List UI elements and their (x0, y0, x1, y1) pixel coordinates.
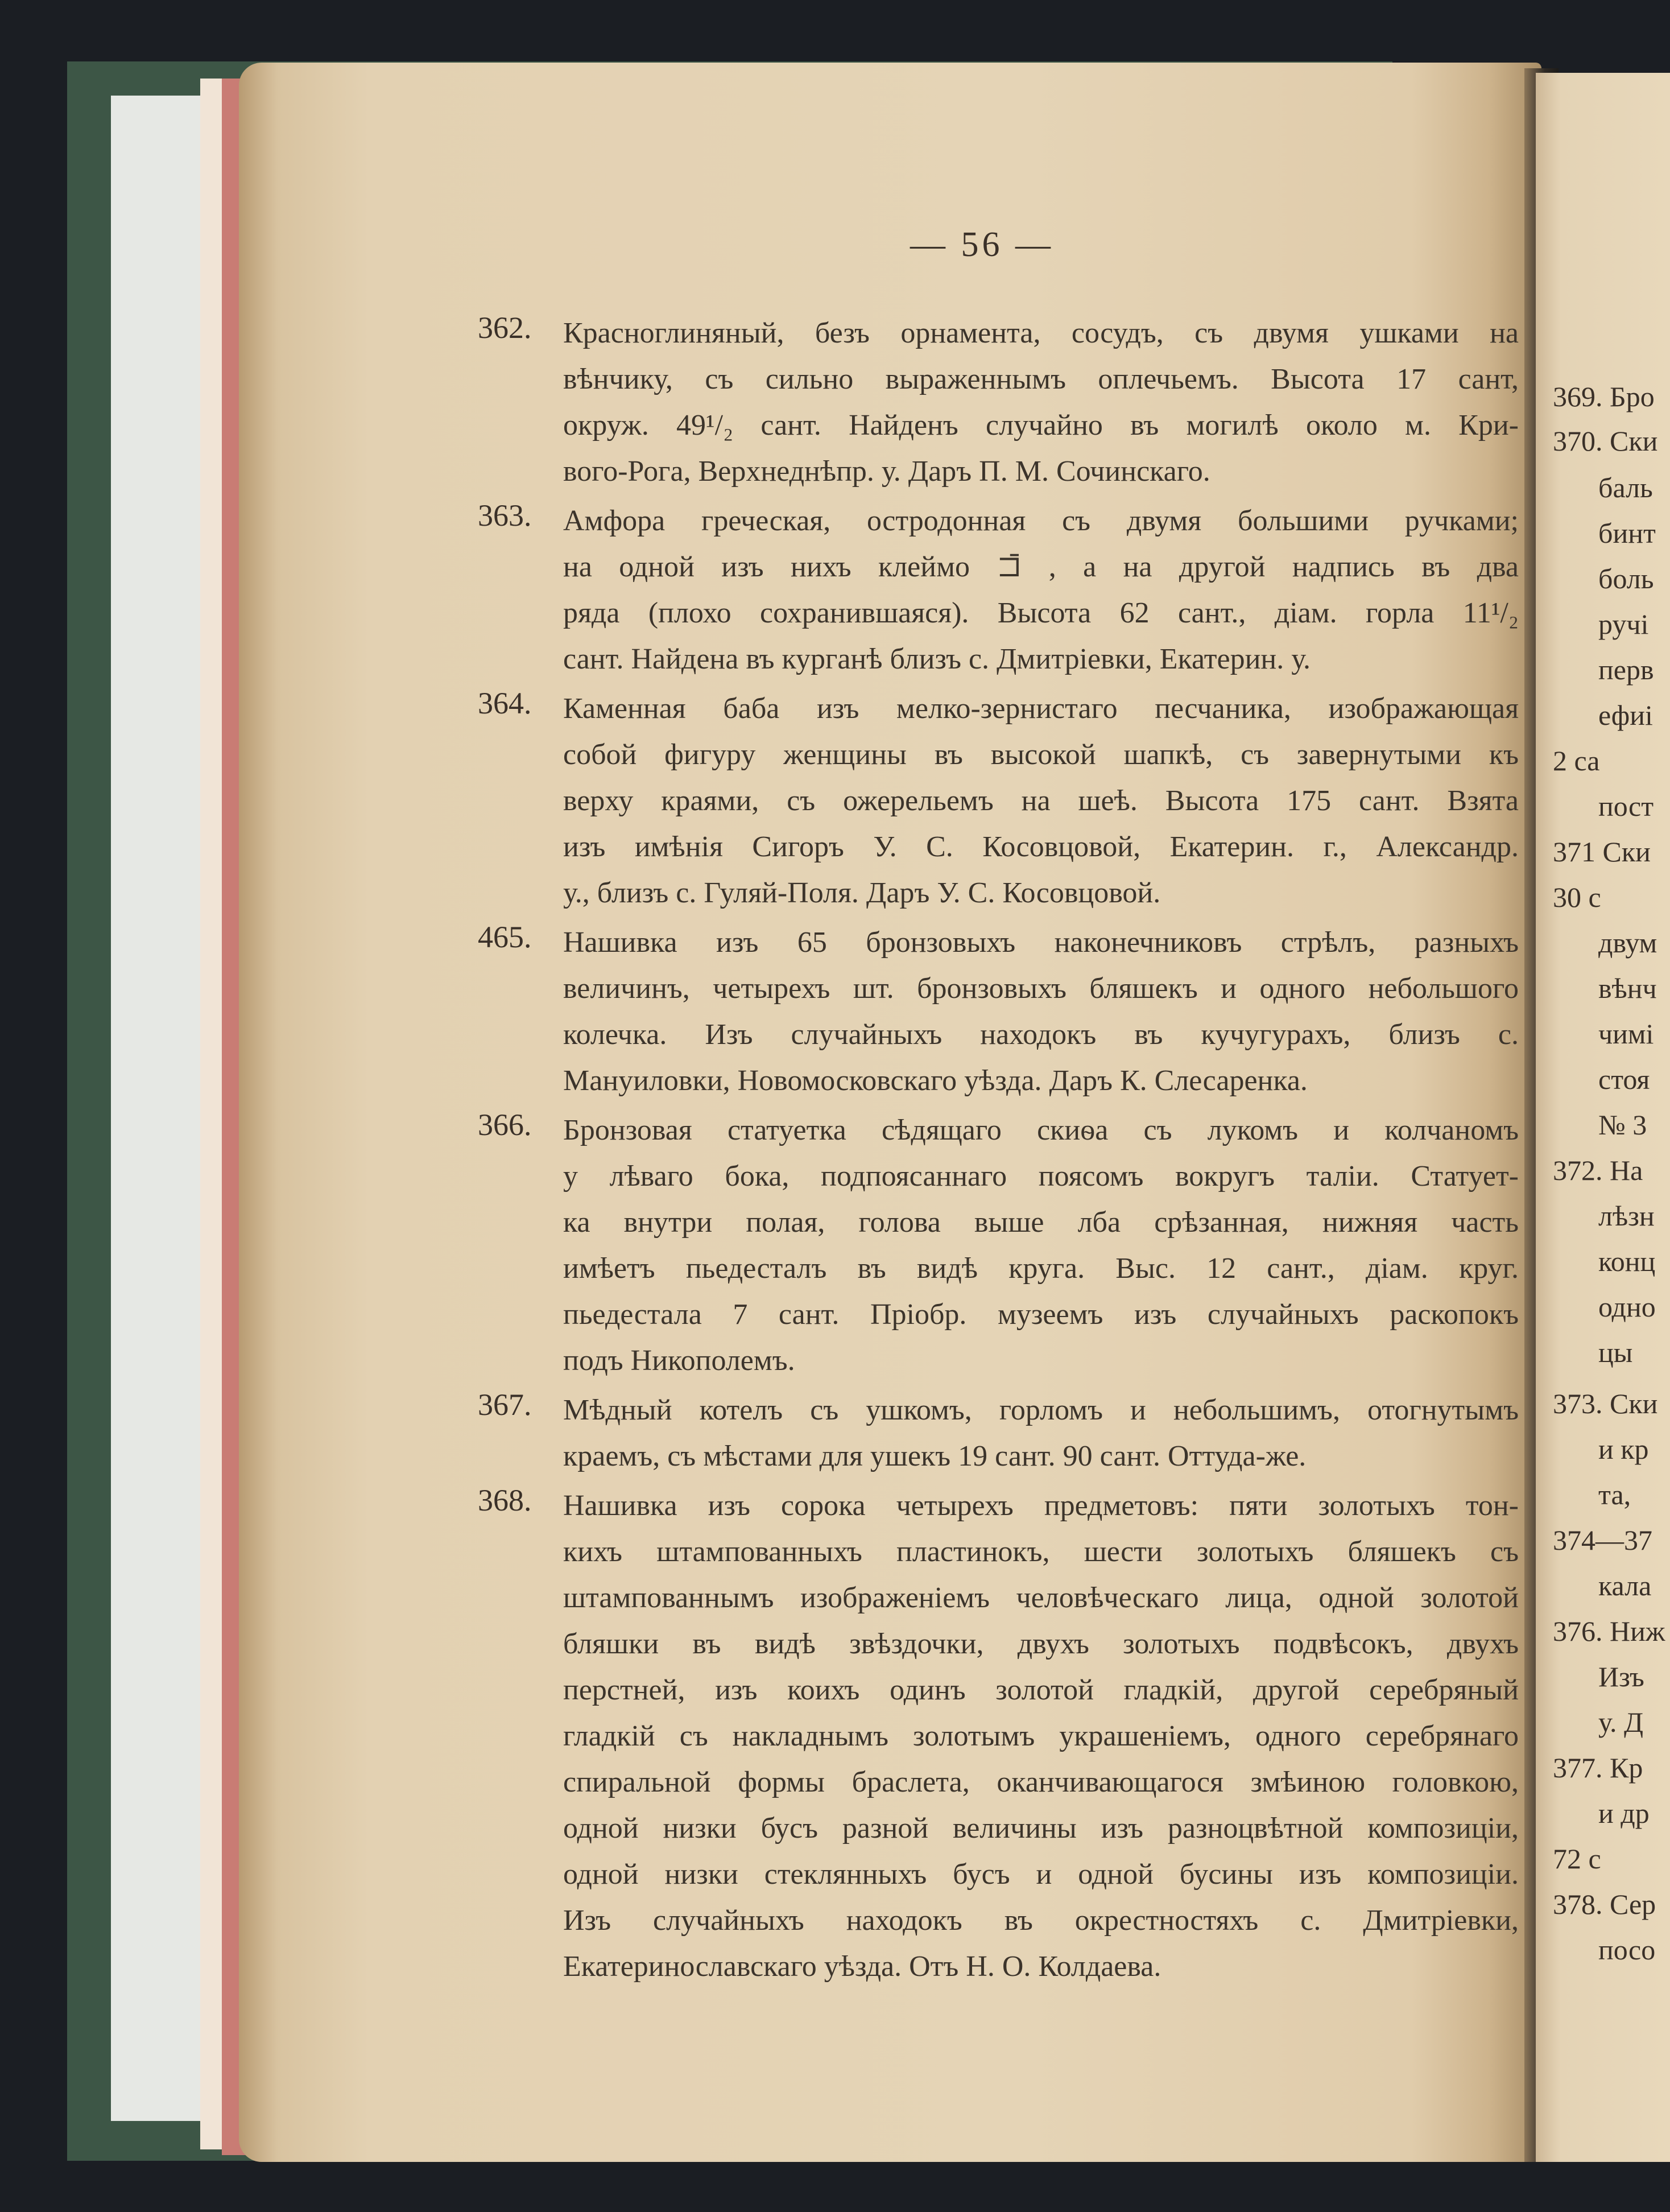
entry-text-line: спиральной формы браслета, оканчивающагося змѣиною головкою, (563, 1766, 1519, 1798)
right-page-line: ручі (1598, 608, 1649, 640)
right-page-line: 377. Кр (1553, 1752, 1643, 1784)
right-page-line: вѣнч (1598, 972, 1657, 1004)
right-page-line: стоя (1598, 1063, 1650, 1095)
entry-text-line: пьедестала 7 сант. Пріобр. музеемъ изъ случайныхъ раскопокъ (563, 1298, 1519, 1331)
entry-text-line: колечка. Изъ случайныхъ находокъ въ кучугурахъ, близъ с. (563, 1018, 1519, 1051)
entry-text-line: вого-Рога, Верхнеднѣпр. у. Даръ П. М. Сочинскаго. (563, 455, 1210, 488)
entry-text-line: одной низки бусъ разной величины изъ разноцвѣтной композиціи, (563, 1812, 1519, 1844)
right-page-line: № 3 (1598, 1109, 1647, 1141)
right-page-line: пост (1598, 790, 1654, 822)
entry-text-line: ряда (плохо сохранившаяся). Высота 62 сант., діам. горла 11¹/₂ (563, 597, 1519, 629)
right-page-line: 374—37 (1553, 1524, 1652, 1556)
entry-number: 363. (478, 498, 532, 533)
catalog-entry (478, 686, 1519, 916)
entry-text-line: окруж. 49¹/₂ сант. Найденъ случайно въ могилѣ около м. Кри- (563, 409, 1519, 441)
entry-text-line: сант. Найдена въ курганѣ близъ с. Дмитріевки, Екатерин. у. (563, 643, 1311, 675)
entry-text-line: Мануиловки, Новомосковскаго уѣзда. Даръ К. Слесаренка. (563, 1064, 1308, 1097)
entry-text-line: у., близъ с. Гуляй-Поля. Даръ У. С. Косовцовой. (563, 877, 1161, 909)
entry-number: 364. (478, 686, 532, 720)
right-page-line: у. Д (1598, 1706, 1644, 1738)
right-page-line: боль (1598, 563, 1654, 595)
entry-number: 366. (478, 1108, 532, 1142)
right-page-line: двум (1598, 927, 1657, 959)
right-page-line: и др (1598, 1797, 1650, 1829)
right-page-line: бинт (1598, 517, 1656, 549)
right-page-line: одно (1598, 1291, 1656, 1323)
right-page-line: 369. Бро (1553, 381, 1655, 412)
right-page-line: 2 са (1553, 745, 1600, 777)
entry-text-line: величинъ, четырехъ шт. бронзовыхъ бляшекъ и одного небольшого (563, 972, 1519, 1005)
entry-text-line: Красноглиняный, безъ орнамента, сосудъ, съ двумя ушками на (563, 317, 1519, 349)
entry-text-line: Нашивка изъ сорока четырехъ предметовъ: пяти золотыхъ тон- (563, 1489, 1519, 1522)
entry-text-line: вѣнчику, съ сильно выраженнымъ оплечьемъ. Высота 17 сант, (563, 363, 1519, 395)
right-page-line: лѣзн (1598, 1200, 1655, 1232)
catalog-entry (478, 498, 1519, 682)
entry-number: 362. (478, 311, 532, 345)
entry-text-line: Изъ случайныхъ находокъ въ окрестностяхъ с. Дмитріевки, (563, 1904, 1519, 1937)
entry-text-line: изъ имѣнія Сигоръ У. С. Косовцовой, Екатерин. г., Александр. (563, 831, 1519, 863)
entry-text-line: верху краями, съ ожерельемъ на шеѣ. Высота 175 сант. Взята (563, 785, 1519, 817)
entry-number: 367. (478, 1388, 532, 1422)
entry-text-line: Екатеринославскаго уѣзда. Отъ Н. О. Колдаева. (563, 1950, 1161, 1983)
right-page (1536, 73, 1670, 2162)
right-page-line: перв (1598, 654, 1654, 686)
right-page-line: и кр (1598, 1433, 1649, 1465)
right-page-line: чимі (1598, 1018, 1654, 1050)
catalog-entry (478, 1483, 1519, 1990)
right-page-line: конц (1598, 1245, 1656, 1277)
entry-text-line: краемъ, съ мѣстами для ушекъ 19 сант. 90 сант. Оттуда-же. (563, 1440, 1307, 1472)
right-page-line: 72 с (1553, 1843, 1601, 1875)
entry-text-line: Мѣдный котелъ съ ушкомъ, горломъ и небольшимъ, отогнутымъ (563, 1394, 1519, 1426)
entry-number: 368. (478, 1483, 532, 1517)
entry-text-line: у лѣваго бока, подпоясаннаго поясомъ вокругъ таліи. Статует- (563, 1160, 1519, 1192)
right-page-line: 371 Ски (1553, 836, 1651, 868)
entry-number: 465. (478, 920, 532, 954)
entry-text-line: бляшки въ видѣ звѣздочки, двухъ золотыхъ подвѣсокъ, двухъ (563, 1628, 1519, 1660)
right-page-line: 30 с (1553, 881, 1601, 913)
right-page-line: баль (1598, 472, 1653, 504)
entry-text-line: Нашивка изъ 65 бронзовыхъ наконечниковъ стрѣлъ, разныхъ (563, 926, 1519, 959)
right-page-line: 373. Ски (1553, 1388, 1658, 1419)
right-page-line: 372. На (1553, 1154, 1643, 1186)
page-number: — 56 — (910, 225, 1054, 264)
entry-text-line: Каменная баба изъ мелко-зернистаго песчаника, изображающая (563, 692, 1519, 725)
right-page-line: 378. Сер (1553, 1888, 1656, 1920)
entry-text-line: ка внутри полая, голова выше лба срѣзанная, нижняя часть (563, 1206, 1519, 1239)
right-page-line: 376. Ниж (1553, 1615, 1665, 1647)
entry-text-line: штампованнымъ изображеніемъ человѣческаго лица, одной золотой (563, 1582, 1519, 1614)
right-page-line: посо (1598, 1934, 1656, 1966)
catalog-entries (478, 310, 1519, 1993)
catalog-entry (478, 1107, 1519, 1384)
entry-text-line: перстней, изъ коихъ одинъ золотой гладкій, другой серебряный (563, 1674, 1519, 1706)
catalog-entry (478, 1387, 1519, 1479)
right-page-line: Изъ (1598, 1661, 1644, 1693)
right-page-line: та, (1598, 1479, 1631, 1511)
entry-text-line: одной низки стеклянныхъ бусъ и одной бусины изъ композиціи. (563, 1858, 1519, 1891)
catalog-entry (478, 919, 1519, 1104)
entry-text-line: собой фигуру женщины въ высокой шапкѣ, съ завернутыми къ (563, 738, 1519, 771)
right-page-line: 370. Ски (1553, 425, 1658, 457)
entry-text-line: на одной изъ нихъ клеймо ⊐̄ , а на другой надпись въ два (563, 551, 1519, 583)
entry-text-line: гладкій съ накладнымъ золотымъ украшеніемъ, одного серебрянаго (563, 1720, 1519, 1752)
right-page-line: цы (1598, 1336, 1633, 1368)
entry-text-line: имѣетъ пьедесталъ въ видѣ круга. Выс. 12 сант., діам. круг. (563, 1252, 1519, 1285)
entry-text-line: подъ Никополемъ. (563, 1344, 795, 1377)
entry-text-line: Амфора греческая, остродонная съ двумя большими ручками; (563, 505, 1519, 537)
entry-text-line: кихъ штампованныхъ пластинокъ, шести золотыхъ бляшекъ съ (563, 1536, 1519, 1568)
right-page-line: кала (1598, 1570, 1652, 1602)
catalog-entry (478, 310, 1519, 494)
entry-text-line: Бронзовая статуетка сѣдящаго скиѳа съ лукомъ и колчаномъ (563, 1114, 1519, 1146)
right-page-line: ефиі (1598, 699, 1653, 731)
